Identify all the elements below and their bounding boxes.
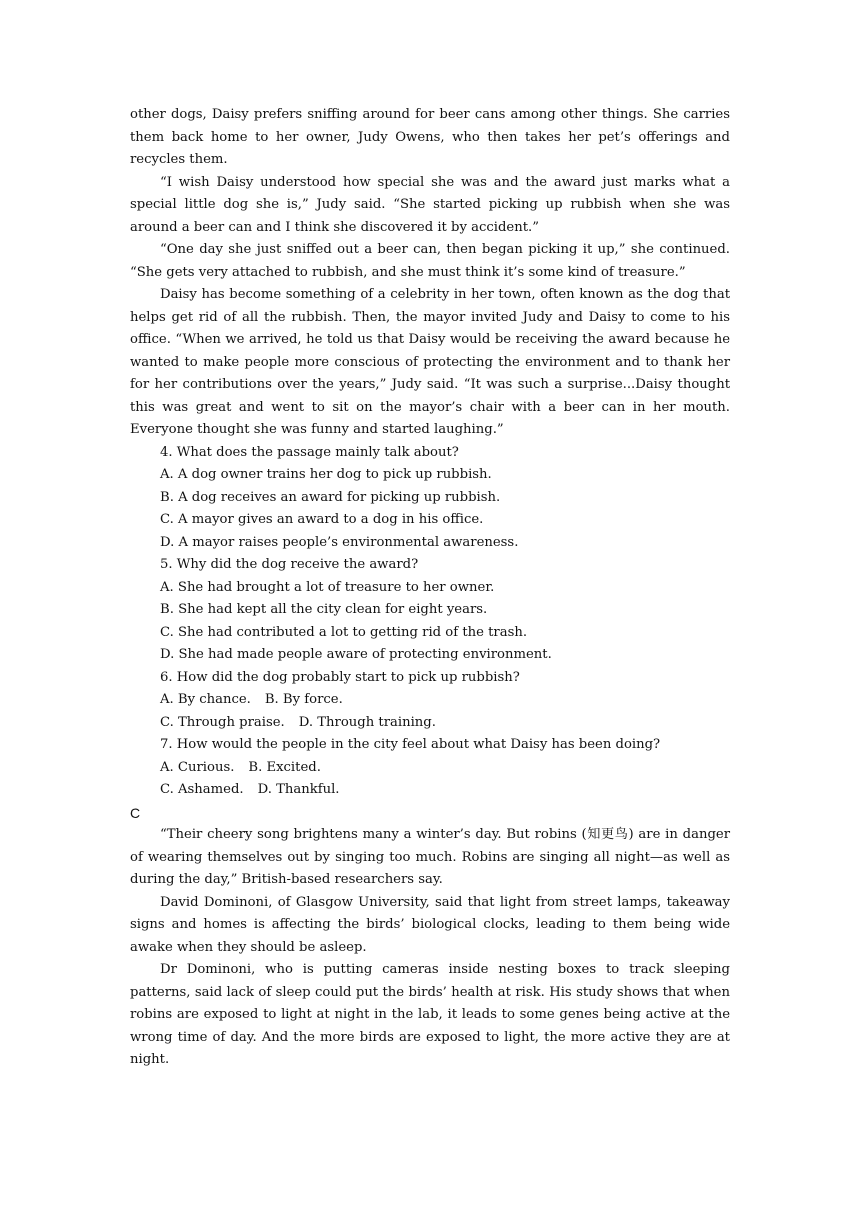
section-heading: C [130, 804, 141, 821]
question-5 [130, 554, 730, 667]
question-stem: 7. How would the people in the city feel about what Daisy has been doing? [160, 737, 661, 752]
option-a: A. She had brought a lot of treasure to her owner. [160, 579, 495, 595]
option-row [130, 779, 730, 802]
document-body [130, 104, 730, 1072]
option-a: A. A dog owner trains her dog to pick up rubbish. [160, 467, 492, 482]
option-c: C. Ashamed. [160, 782, 244, 797]
option-b: B. A dog receives an award for picking up rubbish. [160, 489, 501, 505]
question-4 [130, 442, 730, 555]
option-c: C. Through praise. [160, 714, 285, 730]
question-stem: 6. How did the dog probably start to pick up rubbish? [160, 669, 520, 685]
option-b: B. Excited. [248, 759, 321, 775]
option-d: D. A mayor raises people’s environmental awareness. [160, 534, 519, 550]
option-row [130, 757, 730, 780]
question-7 [130, 734, 730, 802]
passage-c-paragraph: “Their cheery song brightens many a winter’s day. But robins (知更鸟) are in danger of wearing themselves out by singing too much. Robins are singing all night—as well as during the day,” British-based researchers say. [130, 827, 730, 887]
passage-b-paragraph: “I wish Daisy understood how special she was and the award just marks what a special little dog she is,” Judy said. “She started picking up rubbish when she was around a beer can and I think she discovered it by accident.” [130, 174, 730, 235]
passage-b-paragraph: “One day she just sniffed out a beer can, then began picking it up,” she continued. “She gets very attached to rubbish, and she must think it’s some kind of treasure.” [130, 242, 730, 280]
option-d: D. Through training. [298, 714, 436, 730]
passage-b-paragraph: Daisy has become something of a celebrity in her town, often known as the dog that helps get rid of all the rubbish. Then, the mayor invited Judy and Daisy to come to his office. “When we arrived, he told us that Daisy would be receiving the award because he wanted to make people more conscious of protecting the environment and to thank her for her contributions over the years,” Judy said. “It was such a surprise...Daisy thought this was great and went to sit on the mayor’s chair with a beer can in her mouth. Everyone thought she was funny and started laughing.” [130, 287, 730, 437]
question-stem: 5. Why did the dog receive the award? [160, 557, 419, 572]
option-c: C. A mayor gives an award to a dog in his office. [160, 512, 484, 527]
question-stem: 4. What does the passage mainly talk about? [160, 444, 459, 460]
option-d: D. Thankful. [257, 782, 340, 797]
option-a: A. Curious. [160, 759, 235, 775]
passage-c-paragraph: David Dominoni, of Glasgow University, said that light from street lamps, takeaway signs and homes is affecting the birds’ biological clocks, leading to them being wide awake when they should be asleep. [130, 894, 730, 955]
passage-b-paragraph: other dogs, Daisy prefers sniffing around for beer cans among other things. She carries them back home to her owner, Judy Owens, who then takes her pet’s offerings and recycles them. [130, 107, 730, 167]
option-c: C. She had contributed a lot to getting rid of the trash. [160, 624, 528, 640]
option-b: B. By force. [264, 692, 343, 707]
option-d: D. She had made people aware of protecting environment. [160, 647, 552, 662]
passage-c-paragraph: Dr Dominoni, who is putting cameras inside nesting boxes to track sleeping patterns, said lack of sleep could put the birds’ health at risk. His study shows that when robins are exposed to light at night in the lab, it leads to some genes being active at the wrong time of day. And the more birds are exposed to light, the more active they are at night. [130, 962, 730, 1067]
option-row [130, 712, 730, 735]
question-6 [130, 667, 730, 735]
option-b: B. She had kept all the city clean for eight years. [160, 602, 488, 617]
option-a: A. By chance. [160, 692, 251, 707]
option-row [130, 689, 730, 712]
